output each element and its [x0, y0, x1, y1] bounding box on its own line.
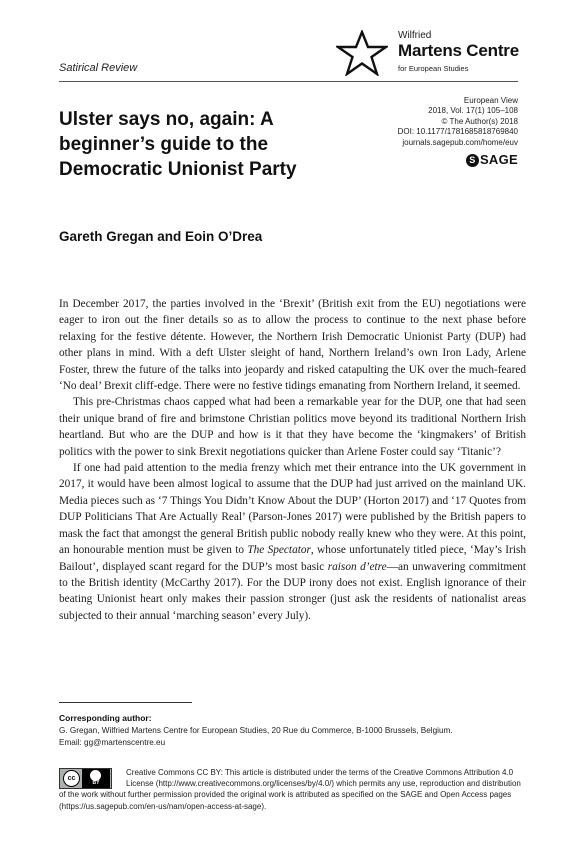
journal-name: European View [463, 96, 518, 105]
license-notice [59, 767, 526, 812]
body-paragraph-3 [59, 460, 526, 624]
star-icon [336, 30, 388, 76]
martens-centre-logo [336, 30, 546, 80]
body-paragraph-1: In December 2017, the parties involved in the ‘Brexit’ (British exit from the EU) negotiations were eager to iron out the finer details so as to allow the process to continue to the next phase before relaxing for the festive détente. However, the Northern Irish Democratic Unionist Party (DUP) had other plans in mind. With a deft Ulster sleight of hand, Northern Ireland’s own Iron Lady, Arlene Foster, threw the future of the talks into jeopardy and risked catapulting the UK over the much-feared ‘No deal’ Brexit cliff-edge. There were no festive tidings emanating from Northern Ireland, it seemed. [59, 298, 526, 393]
body-paragraph-3-part-c: —an unwavering commitment to the British identity (McCarthy 2017). For the DUP irony does not exist. English ignorance of their beating Unionist heart only makes their passion stronger (just ask the residents of nationalist areas subjected to their annual ‘marching season’ every July). [59, 560, 526, 622]
body-paragraph-3-part-a: If one had paid attention to the media frenzy which met their entrance into the UK government in 2017, it would have been almost logical to assume that the DUP had just arrived on the mainland UK. Media pieces such as ‘7 Things You Didn’t Know About the DUP’ (Horton 2017) and ‘17 Quotes from DUP Politicians That Are Actually Real’ (Parson-Jones 2017) were published by the British papers to mask the fact that amongst the general British public nobody really knew who they were. At this point, an honourable mention must be given to [59, 462, 526, 557]
sage-logo [466, 152, 518, 167]
raison-detre: raison d’etre [327, 560, 387, 573]
sage-mark-icon: S [466, 154, 479, 167]
article-title: Ulster says no, again: A beginner’s guide to the Democratic Unionist Party [59, 109, 297, 180]
journal-copyright: © The Author(s) 2018 [441, 116, 518, 126]
logo-text-line2: Martens Centre [398, 41, 519, 60]
corresponding-author-email[interactable]: Email: gg@martenscentre.eu [59, 738, 166, 747]
body-paragraph-3-part-b: , whose unfortunately titled piece, ‘May’s Irish Bailout’, displayed scant regard for the DUP’s most basic [59, 544, 527, 573]
header-divider [59, 81, 518, 82]
logo-text-line1: Wilfried [398, 30, 432, 41]
article-body [59, 296, 526, 624]
cc-icon: cc [63, 770, 80, 787]
spectator-title: The Spectator [247, 544, 311, 557]
article-authors: Gareth Gregan and Eoin O’Drea [59, 229, 263, 244]
body-paragraph-2: This pre-Christmas chaos capped what had been a remarkable year for the DUP, one that had seen their unique brand of fire and brimstone Christian politics move beyond its traditional Northern Irish heartland. But who are the DUP and how is it that they have become the ‘kingmakers’ of British politics with the power to sink Brexit negotiations quicker than Arlene Foster could say ‘Titanic’? [59, 396, 526, 458]
journal-doi[interactable]: DOI: 10.1177/1781685818769840 [397, 127, 518, 137]
journal-volume: 2018, Vol. 17(1) 105–108 [428, 106, 518, 116]
by-label: BY [92, 780, 100, 786]
sage-wordmark: SAGE [479, 152, 518, 167]
corresponding-author-address: G. Gregan, Wilfried Martens Centre for European Studies, 20 Rue du Commerce, B-1000 Brussels, Belgium. [59, 726, 453, 735]
journal-url[interactable]: journals.sagepub.com/home/euv [402, 137, 518, 147]
corresponding-author-label: Corresponding author: [59, 713, 152, 723]
journal-info [398, 96, 518, 148]
section-label: Satirical Review [59, 62, 138, 74]
license-text: Creative Commons CC BY: This article is distributed under the terms of the Creative Commons Attribution 4.0 License (http://www.creativecommons.org/licenses/by/4.0/) which permits any use, reproduction and distribution of the work without further permission provided the original work is attributed as specified on the SAGE and Open Access pages (https://us.sagepub.com/en-us/nam/open-access-at-sage). [59, 768, 521, 811]
logo-text-line3: for European Studies [398, 64, 469, 73]
footnote-divider [59, 702, 192, 703]
